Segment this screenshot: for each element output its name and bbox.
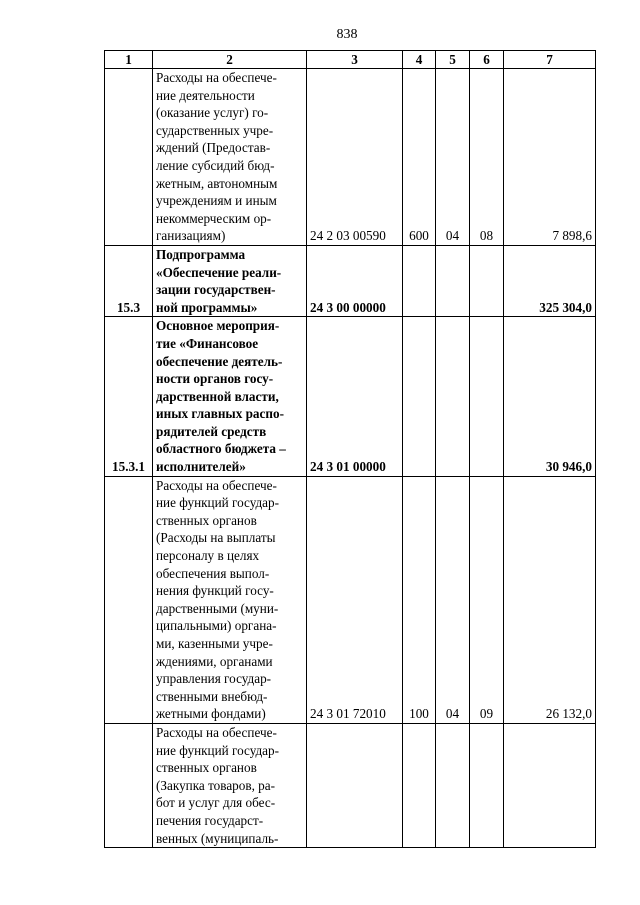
column-header-4: 4	[403, 51, 436, 69]
row-rz	[436, 723, 470, 847]
description-line: исполнителей»	[156, 459, 246, 475]
description-line: ципальными) органа-	[156, 618, 277, 634]
description-line: ганизациям)	[156, 228, 226, 244]
row-pr: 09	[470, 476, 504, 723]
row-code: 24 2 03 00590	[307, 69, 403, 246]
row-description	[153, 317, 307, 476]
description-line: ние деятельности	[156, 87, 255, 103]
description-line: ми, казенными учре-	[156, 636, 273, 651]
description-line: зации государствен-	[156, 282, 276, 298]
description-line: ственных органов	[156, 512, 257, 528]
row-vr: 600	[403, 69, 436, 246]
description-line: некоммерческим ор-	[156, 210, 272, 226]
description-line: венных (муниципаль-	[156, 830, 279, 846]
row-number	[105, 723, 153, 847]
row-amount: 30 946,0	[504, 317, 596, 476]
page-number: 838	[336, 27, 358, 42]
description-line: жетным, автономным	[156, 175, 278, 191]
description-line: иных главных распо-	[156, 406, 284, 422]
row-description	[153, 476, 307, 723]
description-line: персоналу в целях	[156, 548, 260, 564]
table-row	[105, 69, 596, 246]
row-code: 24 3 00 00000	[307, 245, 403, 316]
description-line: дарственными (муни-	[156, 600, 279, 616]
row-pr: 08	[470, 69, 504, 246]
description-line: Подпрограмма	[156, 246, 246, 262]
description-line: «Обеспечение реали-	[156, 264, 282, 280]
row-description	[153, 245, 307, 316]
row-rz	[436, 317, 470, 476]
description-line: Расходы на обеспече-	[156, 70, 277, 85]
description-line: учреждениям и иным	[156, 193, 277, 209]
description-line: ственных органов	[156, 760, 257, 776]
description-line: нения функций госу-	[156, 583, 274, 599]
row-number: 15.3.1	[105, 317, 153, 476]
description-line: тие «Финансовое	[156, 335, 259, 351]
description-line: бот и услуг для обес-	[156, 795, 276, 811]
description-line: ной программы»	[156, 299, 258, 315]
description-line: Расходы на обеспече-	[156, 724, 277, 740]
column-header-1: 1	[105, 51, 153, 69]
row-rz: 04	[436, 69, 470, 246]
description-line: ние функций государ-	[156, 495, 280, 511]
description-line: обеспечения выпол-	[156, 565, 270, 581]
row-amount: 325 304,0	[504, 245, 596, 316]
description-line: ление субсидий бюд-	[156, 157, 275, 173]
row-vr: 100	[403, 476, 436, 723]
row-vr	[403, 245, 436, 316]
description-line: печения государст-	[156, 812, 264, 828]
table-row	[105, 245, 596, 316]
column-header-6: 6	[470, 51, 504, 69]
table-row	[105, 476, 596, 723]
description-line: ждениями, органами	[156, 653, 273, 669]
table-row	[105, 317, 596, 476]
column-header-2: 2	[153, 51, 307, 69]
budget-table	[104, 50, 596, 848]
row-amount	[504, 723, 596, 847]
row-amount: 26 132,0	[504, 476, 596, 723]
description-line: (Закупка товаров, ра-	[156, 777, 276, 793]
description-line: ности органов госу-	[156, 371, 274, 387]
row-vr	[403, 723, 436, 847]
description-line: Расходы на обеспече-	[156, 477, 277, 493]
description-line: ственными внебюд-	[156, 688, 268, 704]
description-line: ждений (Предостав-	[156, 140, 271, 156]
description-line: (оказание услуг) го-	[156, 105, 269, 121]
row-description	[153, 723, 307, 847]
row-code: 24 3 01 00000	[307, 317, 403, 476]
description-line: дарственной власти,	[156, 388, 279, 404]
row-rz: 04	[436, 476, 470, 723]
table-row	[105, 723, 596, 847]
row-pr	[470, 317, 504, 476]
row-number	[105, 69, 153, 246]
column-header-5: 5	[436, 51, 470, 69]
row-number	[105, 476, 153, 723]
description-line: рядителей средств	[156, 423, 267, 439]
description-line: областного бюджета –	[156, 441, 286, 457]
row-pr	[470, 245, 504, 316]
row-code	[307, 723, 403, 847]
description-line: Основное мероприя-	[156, 318, 280, 334]
row-vr	[403, 317, 436, 476]
description-line: управления государ-	[156, 671, 272, 687]
description-line: жетными фондами)	[156, 706, 266, 722]
row-pr	[470, 723, 504, 847]
column-header-7: 7	[504, 51, 596, 69]
row-rz	[436, 245, 470, 316]
row-amount: 7 898,6	[504, 69, 596, 246]
column-header-3: 3	[307, 51, 403, 69]
row-description	[153, 69, 307, 246]
description-line: (Расходы на выплаты	[156, 530, 276, 546]
row-code: 24 3 01 72010	[307, 476, 403, 723]
description-line: обеспечение деятель-	[156, 353, 283, 369]
description-line: ние функций государ-	[156, 742, 280, 758]
header-row	[105, 51, 596, 69]
description-line: сударственных учре-	[156, 122, 274, 138]
row-number: 15.3	[105, 245, 153, 316]
table-body	[105, 69, 596, 848]
